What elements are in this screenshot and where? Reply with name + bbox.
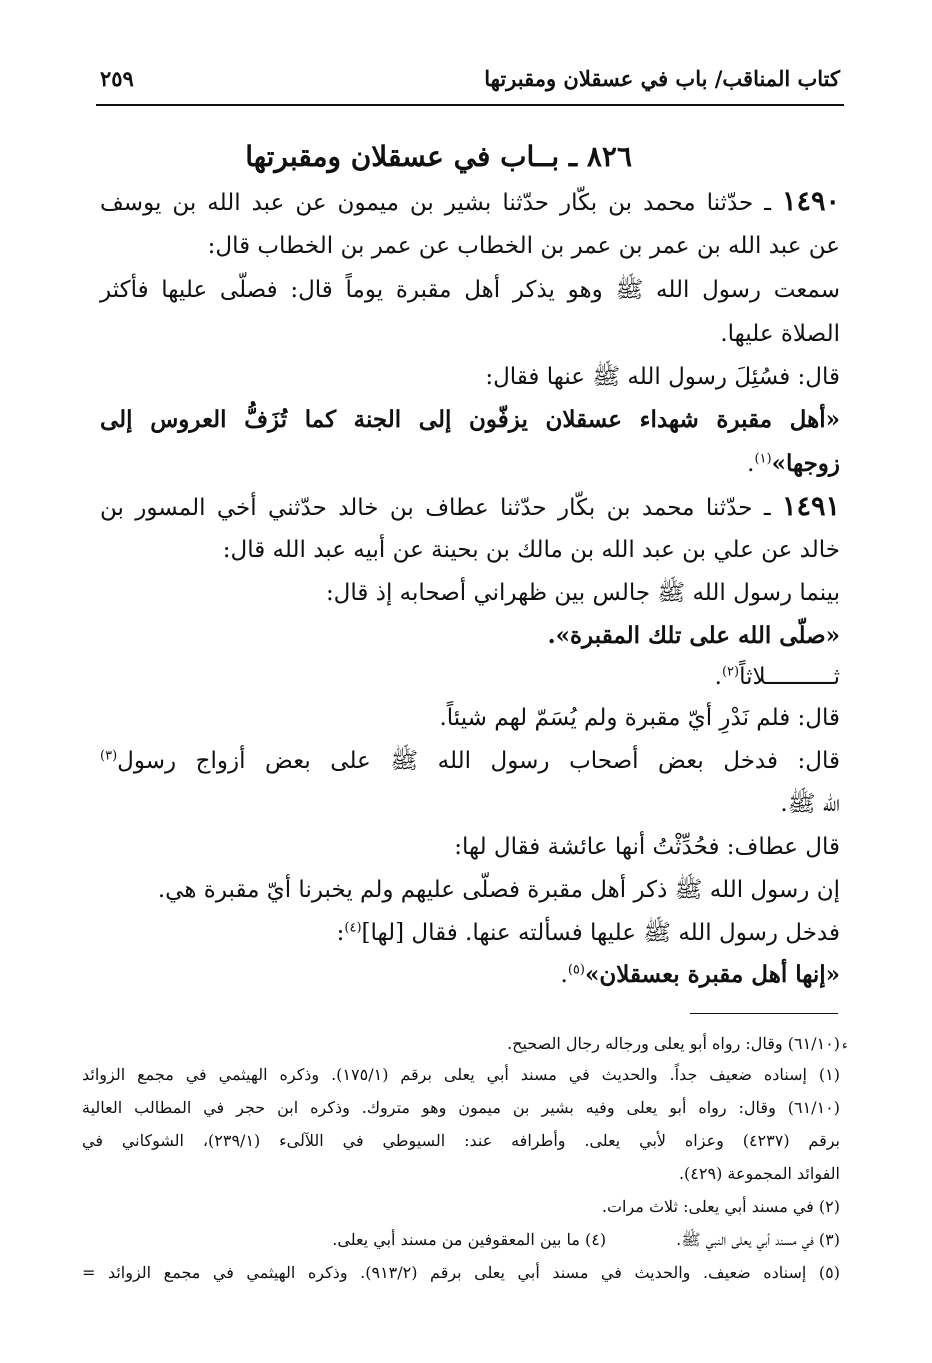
hadith-number: ١٤٩١ (782, 491, 841, 522)
footnote-3: (٣) في مسند أبي يعلى النبي ﷺ. (676, 1230, 840, 1249)
hadith-1490-text-line-3: قال: فسُئِلَ رسول الله ﷺ عنها فقال: (485, 364, 840, 390)
footnote-mark-1: (١) (754, 451, 772, 467)
footnote-mark-3: (٣) (100, 748, 118, 764)
footnote-rule (690, 1013, 838, 1014)
hadith-1491-quote-line-1: «صلّى الله على تلك المقبرة». (547, 622, 840, 649)
footnote-continuation-mark: ء (842, 1038, 848, 1052)
hadith-1491-text-line-3: قال: فدخل بعض أصحاب رسول الله ﷺ على بعض أزواج رسول$^{(٣)}$ (100, 748, 840, 774)
hadith-1490-quote-line-1: «أهل مقبرة شهداء عسقلان يزفّون إلى الجنة كما تُزَفُّ العروس إلى (100, 406, 840, 433)
hadith-1491-quote-line-2: «إنها أهل مقبرة بعسقلان»$^{(٥)}$. (560, 961, 840, 988)
hadith-1490-text-line-1: سمعت رسول الله ﷺ وهو يذكر أهل مقبرة يوماً قال: فصلّى عليها فأكثر (100, 277, 840, 303)
hadith-1491-text-line-1: بينما رسول الله ﷺ جالس بين ظهراني أصحابه إذ قال: (325, 580, 840, 606)
footnote-1-line-2: (٦١/١٠) وقال: رواه أبو يعلى وفيه بشير بن ميمون وهو متروك. وذكره ابن حجر في المطالب العالية (82, 1098, 840, 1117)
footnote-mark-2: (٢) (721, 664, 740, 680)
running-title: كتاب المناقب/ باب في عسقلان ومقبرتها (484, 66, 840, 91)
hadith-1490-quote-line-2: زوجها»$^{(١)}$. (747, 450, 840, 477)
hadith-1491-isnad-line-2: خالد عن علي بن عبد الله بن مالك بن بحينة عن أبيه عبد الله قال: (222, 537, 840, 563)
page-number: ٢٥٩ (100, 66, 134, 91)
hadith-1490-isnad-line-2: عن عبد الله بن عمر بن عمر بن الخطاب عن عمر بن الخطاب قال: (207, 233, 840, 259)
footnote-2: (٢) في مسند أبي يعلى: ثلاث مرات. (601, 1197, 840, 1216)
hadith-1491-text-line-5: قال عطاف: فحُدِّثْتُ أنها عائشة فقال لها: (454, 834, 840, 860)
hadith-1491-text-line-4: الله ﷺ. (780, 791, 840, 817)
footnote-continuation: (٦١/١٠) وقال: رواه أبو يعلى ورجاله رجال الصحيح. (507, 1034, 840, 1053)
hadith-1491-isnad-line-1: ١٤٩١ ـ حدّثنا محمد بن بكّار حدّثنا عطاف بن خالد حدّثني أخي المسور بن (100, 491, 841, 522)
footnote-5: (٥) إسناده ضعيف. والحديث في مسند أبي يعلى برقم (٩١٣/٢). وذكره الهيثمي في مجمع الزوائد = (82, 1263, 840, 1282)
footnote-3-4 (82, 1226, 840, 1256)
footnote-1-line-4: الفوائد المجموعة (٤٢٩). (678, 1164, 840, 1183)
hadith-1491-text-line-6: إن رسول الله ﷺ ذكر أهل مقبرة فصلّى عليهم ولم يخبرنا أيّ مقبرة هي. (157, 877, 840, 903)
hadith-1491-thalathan: ثــــــــــلاثاً$^{(٢)}$. (714, 664, 840, 690)
footnote-mark-4: (٤) (344, 920, 362, 936)
footnote-1-line-3: برقم (٤٢٣٧) وعزاه لأبي يعلى. وأطرافه عند: السيوطي في اللآلىء (٢٣٩/١)، الشوكاني في (82, 1131, 841, 1150)
hadith-number: ١٤٩٠ (781, 186, 840, 217)
footnote-4: (٤) ما بين المعقوفين من مسند أبي يعلى. (332, 1230, 607, 1249)
hadith-1491-text-line-2: قال: فلم نَدْرِ أيّ مقبرة ولم يُسَمّ لهم شيئاً. (439, 705, 840, 731)
header-rule (96, 104, 844, 106)
footnote-mark-5: (٥) (567, 962, 585, 978)
hadith-1491-text-line-7: فدخل رسول الله ﷺ عليها فسألته عنها. فقال [لها]$^{(٤)}$: (336, 920, 840, 946)
chapter-title: ٨٢٦ ـ بــاب في عسقلان ومقبرتها (245, 140, 632, 173)
footnote-1-line-1: (١) إسناده ضعيف جداً. والحديث في مسند أبي يعلى برقم (١٧٥/١). وذكره الهيثمي في مجمع الزوائد (82, 1065, 840, 1084)
hadith-1490-text-line-2: الصلاة عليها. (720, 321, 840, 347)
hadith-1490-isnad-line-1: ١٤٩٠ ـ حدّثنا محمد بن بكّار حدّثنا بشير بن ميمون عن عبد الله بن يوسف (100, 186, 840, 217)
